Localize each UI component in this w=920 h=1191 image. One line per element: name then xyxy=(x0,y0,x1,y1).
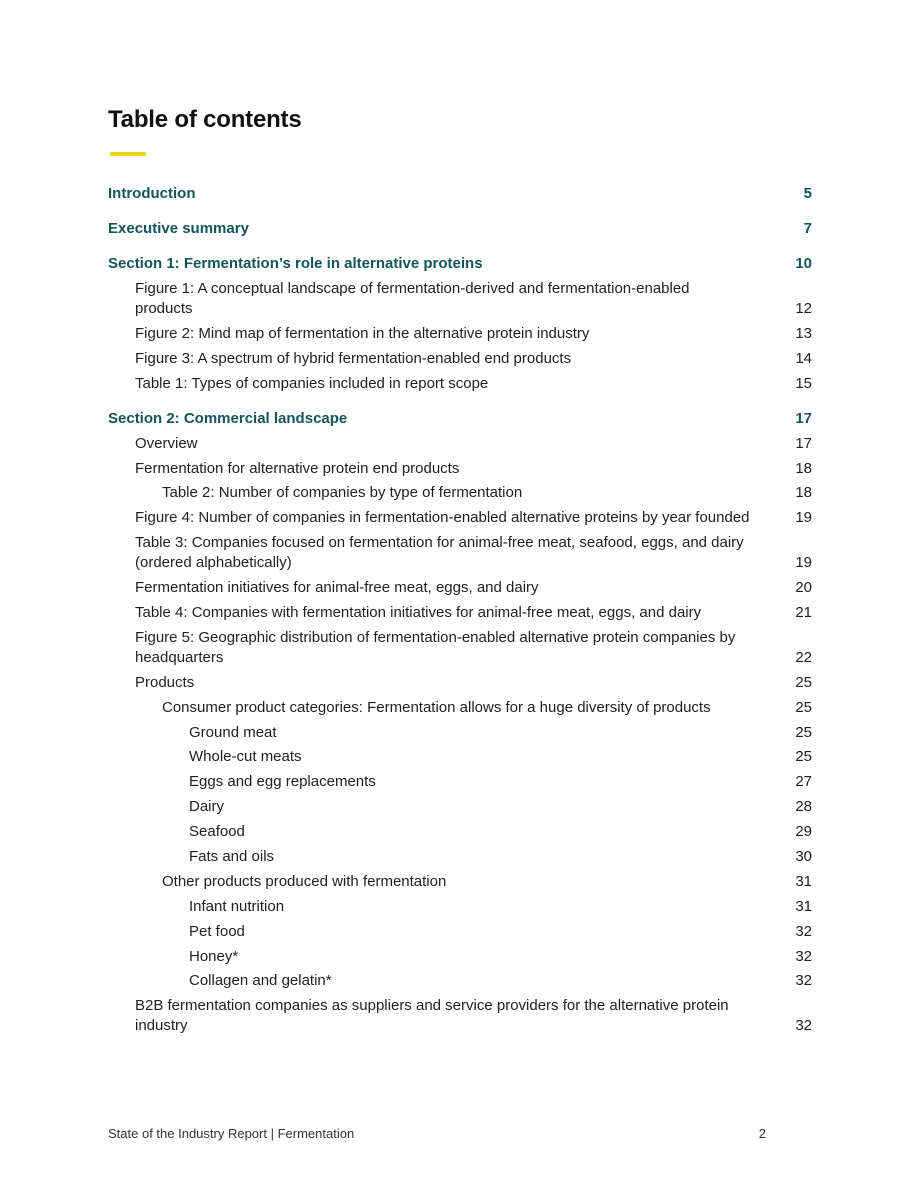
toc-entry[interactable] xyxy=(108,578,812,598)
toc-entry-title: Table 2: Number of companies by type of fermentation xyxy=(162,484,523,502)
toc-entry-title: Pet food xyxy=(189,922,245,940)
toc-entry-title: Whole-cut meats xyxy=(189,748,302,766)
toc-entry[interactable] xyxy=(108,872,812,892)
toc-entry-title: Seafood xyxy=(189,823,245,841)
toc-entry-page: 18 xyxy=(795,484,812,502)
toc-entry[interactable] xyxy=(108,996,812,1036)
toc-entry-title: Figure 3: A spectrum of hybrid fermentation-enabled end products xyxy=(135,349,572,367)
toc-entry-page: 30 xyxy=(795,848,812,866)
toc-entry-title: Table 1: Types of companies included in report scope xyxy=(135,374,489,392)
toc-entry-page: 5 xyxy=(803,185,812,202)
toc-entry-page: 31 xyxy=(795,897,812,915)
toc-entry-title: Fats and oils xyxy=(189,848,275,866)
footer-page-number: 2 xyxy=(758,1126,766,1141)
toc-entry[interactable] xyxy=(108,947,812,967)
table-of-contents xyxy=(108,184,812,1036)
toc-entry-title: Honey* xyxy=(189,947,239,965)
toc-entry-title: Table 3: Companies focused on fermentation for animal-free meat, seafood, eggs, and dairy (ordered alphabetically) xyxy=(135,534,744,572)
toc-entry-title: Executive summary xyxy=(108,220,249,237)
toc-entry-page: 29 xyxy=(795,823,812,841)
toc-entry-page: 18 xyxy=(795,459,812,477)
toc-entry-page: 25 xyxy=(795,748,812,766)
toc-entry-page: 28 xyxy=(795,798,812,816)
page-title: Table of contents xyxy=(108,106,302,133)
toc-entry-title: Overview xyxy=(135,434,198,452)
toc-entry-page: 32 xyxy=(795,1017,812,1035)
toc-entry[interactable] xyxy=(108,628,812,668)
toc-entry-title: Table 4: Companies with fermentation initiatives for animal-free meat, eggs, and dairy xyxy=(135,604,702,622)
toc-entry[interactable] xyxy=(108,922,812,942)
toc-entry-page: 20 xyxy=(795,579,812,597)
toc-entry-title: Section 1: Fermentation’s role in alternative proteins xyxy=(108,255,483,272)
toc-entry-page: 27 xyxy=(795,773,812,791)
toc-entry[interactable] xyxy=(108,797,812,817)
toc-entry[interactable] xyxy=(108,698,812,718)
toc-entry[interactable] xyxy=(108,349,812,369)
toc-entry[interactable] xyxy=(108,483,812,503)
toc-entry-page: 31 xyxy=(795,872,812,890)
toc-entry[interactable] xyxy=(108,772,812,792)
toc-entry-page: 25 xyxy=(795,673,812,691)
footer-report-title: State of the Industry Report | Fermentation xyxy=(108,1126,355,1141)
toc-entry-title: Fermentation for alternative protein end products xyxy=(135,459,460,477)
toc-entry[interactable] xyxy=(108,723,812,743)
toc-entry-title: Figure 4: Number of companies in fermentation-enabled alternative proteins by year founded xyxy=(135,509,750,527)
toc-section-entry[interactable] xyxy=(108,254,812,274)
toc-entry-title: B2B fermentation companies as suppliers and service providers for the alternative protein industry xyxy=(135,997,729,1035)
toc-entry-title: Collagen and gelatin* xyxy=(189,972,332,990)
toc-entry[interactable] xyxy=(108,374,812,394)
toc-entry[interactable] xyxy=(108,279,812,319)
toc-entry-title: Infant nutrition xyxy=(189,897,285,915)
toc-entry-page: 21 xyxy=(795,604,812,622)
toc-entry-page: 12 xyxy=(795,300,812,317)
toc-entry-page: 32 xyxy=(795,922,812,940)
toc-section-entry[interactable] xyxy=(108,219,812,239)
toc-entry-page: 10 xyxy=(795,255,812,272)
toc-entry-page: 14 xyxy=(795,349,812,367)
toc-entry[interactable] xyxy=(108,434,812,454)
toc-entry-title: Figure 5: Geographic distribution of fermentation-enabled alternative protein companies by headquarters xyxy=(135,628,736,666)
page-footer xyxy=(108,1126,766,1141)
toc-entry-page: 17 xyxy=(795,409,812,427)
toc-entry-title: Ground meat xyxy=(189,723,277,741)
toc-entry-title: Dairy xyxy=(189,798,225,816)
toc-entry-title: Products xyxy=(135,673,195,691)
toc-section-entry[interactable] xyxy=(108,409,812,429)
toc-entry[interactable] xyxy=(108,971,812,991)
title-accent-bar xyxy=(110,152,146,156)
toc-entry-title: Fermentation initiatives for animal-free meat, eggs, and dairy xyxy=(135,579,539,597)
toc-entry[interactable] xyxy=(108,673,812,693)
toc-entry-page: 19 xyxy=(795,509,812,527)
toc-entry[interactable] xyxy=(108,847,812,867)
toc-entry-page: 7 xyxy=(803,220,812,237)
toc-entry-title: Eggs and egg replacements xyxy=(189,773,376,791)
toc-entry-page: 19 xyxy=(795,554,812,572)
toc-entry[interactable] xyxy=(108,459,812,479)
toc-entry[interactable] xyxy=(108,508,812,528)
toc-entry-title: Other products produced with fermentation xyxy=(162,872,447,890)
toc-entry-title: Section 2: Commercial landscape xyxy=(108,409,348,427)
toc-entry-page: 25 xyxy=(795,723,812,741)
toc-entry[interactable] xyxy=(108,533,812,573)
toc-entry-page: 22 xyxy=(795,648,812,666)
toc-entry-title: Figure 1: A conceptual landscape of fermentation-derived and fermentation-enabled products xyxy=(135,280,690,317)
toc-entry[interactable] xyxy=(108,747,812,767)
toc-entry-page: 32 xyxy=(795,947,812,965)
toc-entry-page: 15 xyxy=(795,374,812,392)
toc-entry[interactable] xyxy=(108,822,812,842)
toc-entry[interactable] xyxy=(108,603,812,623)
toc-entry[interactable] xyxy=(108,324,812,344)
toc-entry-page: 17 xyxy=(795,434,812,452)
toc-entry-title: Introduction xyxy=(108,185,196,202)
toc-entry-title: Figure 2: Mind map of fermentation in the alternative protein industry xyxy=(135,324,590,342)
toc-entry-page: 25 xyxy=(795,698,812,716)
toc-section-entry[interactable] xyxy=(108,184,812,204)
toc-entry-title: Consumer product categories: Fermentation allows for a huge diversity of products xyxy=(162,698,711,716)
toc-entry-page: 13 xyxy=(795,324,812,342)
toc-entry[interactable] xyxy=(108,897,812,917)
toc-entry-page: 32 xyxy=(795,972,812,990)
